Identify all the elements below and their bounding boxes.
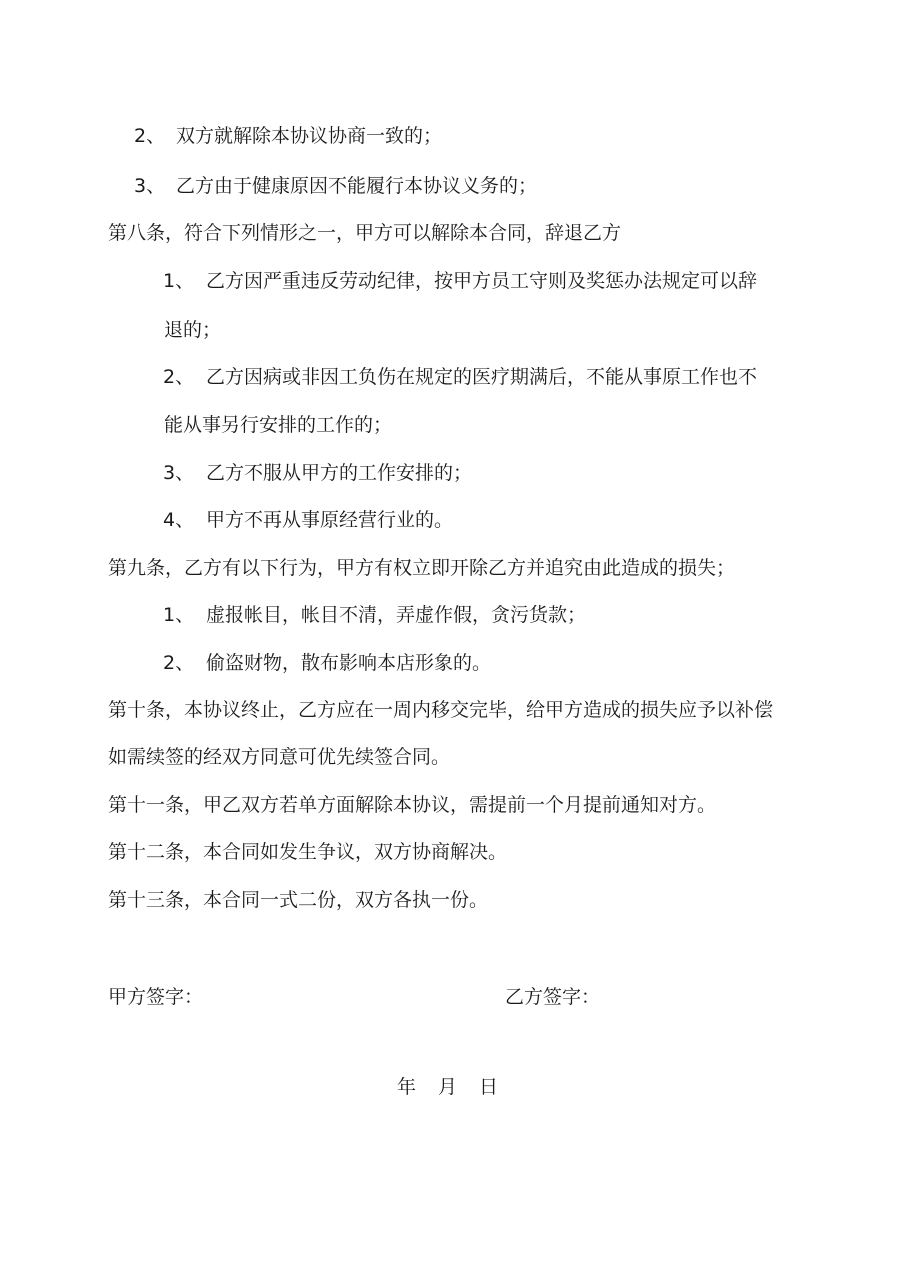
clause-continuation — [164, 318, 221, 342]
item-text: 乙方由于健康原因不能履行本协议义务的； — [176, 175, 538, 197]
item-text: 能从事另行安排的工作的； — [164, 414, 393, 436]
item-text: 虚报帐目，帐目不清，弄虚作假，贪污货款； — [206, 604, 587, 626]
article-heading — [108, 793, 716, 817]
item-text: 偷盗财物，散布影响本店形象的。 — [206, 652, 492, 674]
clause-line — [134, 174, 537, 198]
item-text: 乙方不服从甲方的工作安排的； — [206, 462, 473, 484]
item-text: 第十一条，甲乙双方若单方面解除本协议，需提前一个月提前通知对方。 — [108, 794, 717, 816]
article-heading — [108, 698, 773, 722]
clause-line — [163, 461, 472, 485]
item-number: 3、 — [163, 462, 195, 484]
clause-line — [163, 269, 757, 293]
date-day-label: 日 — [479, 1076, 499, 1098]
item-text: 乙方因病或非因工负伤在规定的医疗期满后，不能从事原工作也不 — [206, 366, 758, 388]
item-number: 2、 — [134, 125, 166, 147]
item-text: 甲方不再从事原经营行业的。 — [206, 509, 454, 531]
item-text: 如需续签的经双方同意可优先续签合同。 — [108, 746, 451, 768]
clause-continuation — [164, 413, 392, 437]
item-number: 2、 — [163, 652, 195, 674]
date-year-label: 年 — [397, 1076, 417, 1098]
article-continuation — [108, 745, 450, 769]
clause-line — [163, 508, 453, 532]
item-text: 第八条，符合下列情形之一，甲方可以解除本合同，辞退乙方 — [108, 222, 622, 244]
item-text: 第九条，乙方有以下行为，甲方有权立即开除乙方并追究由此造成的损失； — [108, 557, 736, 579]
clause-line — [163, 651, 491, 675]
date-month-label: 月 — [438, 1076, 458, 1098]
signature-date — [397, 1075, 498, 1099]
item-number: 3、 — [134, 175, 166, 197]
party-b-signature-label: 乙方签字： — [505, 986, 601, 1008]
item-text: 第十条，本协议终止，乙方应在一周内移交完毕，给甲方造成的损失应予以补偿 — [108, 699, 774, 721]
item-text: 第十二条，本合同如发生争议，双方协商解决。 — [108, 841, 508, 863]
item-number: 4、 — [163, 509, 195, 531]
item-number: 2、 — [163, 366, 195, 388]
clause-line — [134, 124, 442, 148]
article-heading — [108, 221, 621, 245]
item-text: 退的； — [164, 319, 222, 341]
clause-line — [163, 365, 757, 389]
item-text: 乙方因严重违反劳动纪律，按甲方员工守则及奖惩办法规定可以辞 — [206, 270, 758, 292]
article-heading — [108, 556, 735, 580]
item-text: 双方就解除本协议协商一致的； — [176, 125, 443, 147]
party-a-signature-label: 甲方签字： — [108, 986, 204, 1008]
clause-line — [163, 603, 586, 627]
article-heading — [108, 888, 488, 912]
item-number: 1、 — [163, 604, 195, 626]
item-text: 第十三条，本合同一式二份，双方各执一份。 — [108, 889, 489, 911]
article-heading — [108, 840, 507, 864]
item-number: 1、 — [163, 270, 195, 292]
